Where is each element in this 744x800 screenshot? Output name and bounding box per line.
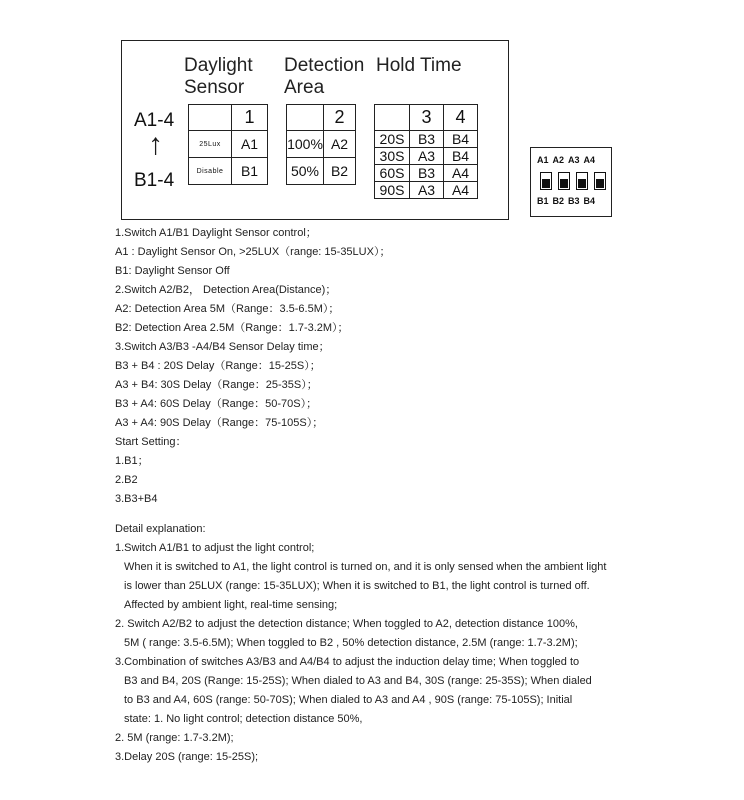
column-number: 1 xyxy=(232,105,268,131)
table-cell: 30S xyxy=(375,148,410,165)
text-line: to B3 and A4, 60S (range: 50-70S); When dialed to A3 and A4 , 90S (range: 75-105S); Initial xyxy=(124,694,573,706)
text-line: 3.B3+B4 xyxy=(115,493,158,505)
text-line: B1: Daylight Sensor Off xyxy=(115,265,230,277)
table-cell xyxy=(287,105,324,131)
text-line: 2. 5M (range: 1.7-3.2M); xyxy=(115,732,234,744)
column-number: 2 xyxy=(324,105,356,131)
table-cell: A4 xyxy=(444,165,478,182)
column-number: 4 xyxy=(444,105,478,131)
dip-bottom-labels xyxy=(537,196,595,206)
daylight-sensor-table xyxy=(188,104,268,185)
dip-switch-toggle[interactable] xyxy=(540,172,552,190)
text-line: 1.Switch A1/B1 to adjust the light control; xyxy=(115,542,315,554)
instructions-text xyxy=(115,224,675,767)
daylight-sensor-header: Daylight Sensor xyxy=(184,55,253,98)
text-line: 5M ( range: 3.5-6.5M); When toggled to B2 , 50% detection distance, 2.5M (range: 1.7-3.2M); xyxy=(124,637,578,649)
text-line: 1.Switch A1/B1 Daylight Sensor control； xyxy=(115,227,317,239)
text-line: A1 : Daylight Sensor On, >25LUX（range: 15-35LUX）； xyxy=(115,246,391,258)
text-line: A2: Detection Area 5M（Range：3.5-6.5M）； xyxy=(115,303,340,315)
table-cell xyxy=(189,105,232,131)
settings-section xyxy=(115,224,675,509)
hold-time-header: Hold Time xyxy=(376,55,462,76)
dip-label: B1 xyxy=(537,196,549,206)
dip-label: B2 xyxy=(552,196,565,206)
dip-label: B3 xyxy=(568,196,580,206)
table-cell: A3 xyxy=(410,148,444,165)
text-line: is lower than 25LUX (range: 15-35LUX); When it is switched to B1, the light control is turned off. xyxy=(124,580,590,592)
detail-section xyxy=(115,520,675,767)
text-line: A3 + B4: 30S Delay（Range：25-35S）； xyxy=(115,379,318,391)
text-line: 3.Delay 20S (range: 15-25S); xyxy=(115,751,259,763)
text-line: Detail explanation: xyxy=(115,523,206,535)
text-line: B3 and B4, 20S (Range: 15-25S); When dialed to A3 and B4, 30S (range: 25-35S); When dialed xyxy=(124,675,592,687)
table-cell: A1 xyxy=(232,131,268,158)
table-cell: B3 xyxy=(410,165,444,182)
dip-switch-block xyxy=(530,147,612,217)
hold-time-table xyxy=(374,104,478,199)
text-line: 2.B2 xyxy=(115,474,138,486)
text-line: Start Setting： xyxy=(115,436,187,448)
text-line: 2.Switch A2/B2， Detection Area(Distance)； xyxy=(115,284,337,296)
dip-label: A4 xyxy=(583,155,596,165)
text-line: 1.B1； xyxy=(115,455,149,467)
table-cell: B3 xyxy=(410,131,444,148)
table-cell: A4 xyxy=(444,182,478,199)
text-line: When it is switched to A1, the light control is turned on, and it is only sensed when the ambient light xyxy=(124,561,607,573)
table-cell: 60S xyxy=(375,165,410,182)
table-cell: B4 xyxy=(444,131,478,148)
arrow-up-icon: ↑ xyxy=(148,128,163,161)
dip-label: A2 xyxy=(552,155,565,165)
dip-label: B4 xyxy=(583,196,596,206)
dip-switch-toggle[interactable] xyxy=(576,172,588,190)
text-line: 3.Combination of switches A3/B3 and A4/B4 to adjust the induction delay time; When toggled to xyxy=(115,656,580,668)
b-side-label: B1-4 xyxy=(134,170,175,191)
detection-area-table xyxy=(286,104,356,185)
text-line: Affected by ambient light, real-time sensing; xyxy=(124,599,338,611)
table-cell: B2 xyxy=(324,158,356,185)
detection-area-header: Detection Area xyxy=(284,55,365,98)
table-cell: Disable xyxy=(189,158,232,185)
table-cell: 90S xyxy=(375,182,410,199)
table-cell: 20S xyxy=(375,131,410,148)
dip-label: A3 xyxy=(568,155,580,165)
text-line: 2. Switch A2/B2 to adjust the detection distance; When toggled to A2, detection distance 100%, xyxy=(115,618,578,630)
table-cell: A2 xyxy=(324,131,356,158)
table-cell: 100% xyxy=(287,131,324,158)
dip-switch-toggle[interactable] xyxy=(594,172,606,190)
dip-top-labels xyxy=(537,155,595,165)
table-cell xyxy=(375,105,410,131)
table-cell: B4 xyxy=(444,148,478,165)
text-line: B3 + B4 : 20S Delay（Range：15-25S）； xyxy=(115,360,321,372)
column-number: 3 xyxy=(410,105,444,131)
table-cell: A3 xyxy=(410,182,444,199)
dip-label: A1 xyxy=(537,155,549,165)
table-cell: 25Lux xyxy=(189,131,232,158)
text-line: A3 + A4: 90S Delay（Range：75-105S）； xyxy=(115,417,324,429)
table-cell: 50% xyxy=(287,158,324,185)
table-cell: B1 xyxy=(232,158,268,185)
dip-switch-toggle[interactable] xyxy=(558,172,570,190)
text-line: B2: Detection Area 2.5M（Range：1.7-3.2M）； xyxy=(115,322,349,334)
a-side-label: A1-4 xyxy=(134,110,175,131)
dip-switch-row xyxy=(540,172,606,190)
text-line: state: 1. No light control; detection distance 50%, xyxy=(124,713,363,725)
text-line: B3 + A4: 60S Delay（Range：50-70S）； xyxy=(115,398,318,410)
text-line: 3.Switch A3/B3 -A4/B4 Sensor Delay time； xyxy=(115,341,330,353)
